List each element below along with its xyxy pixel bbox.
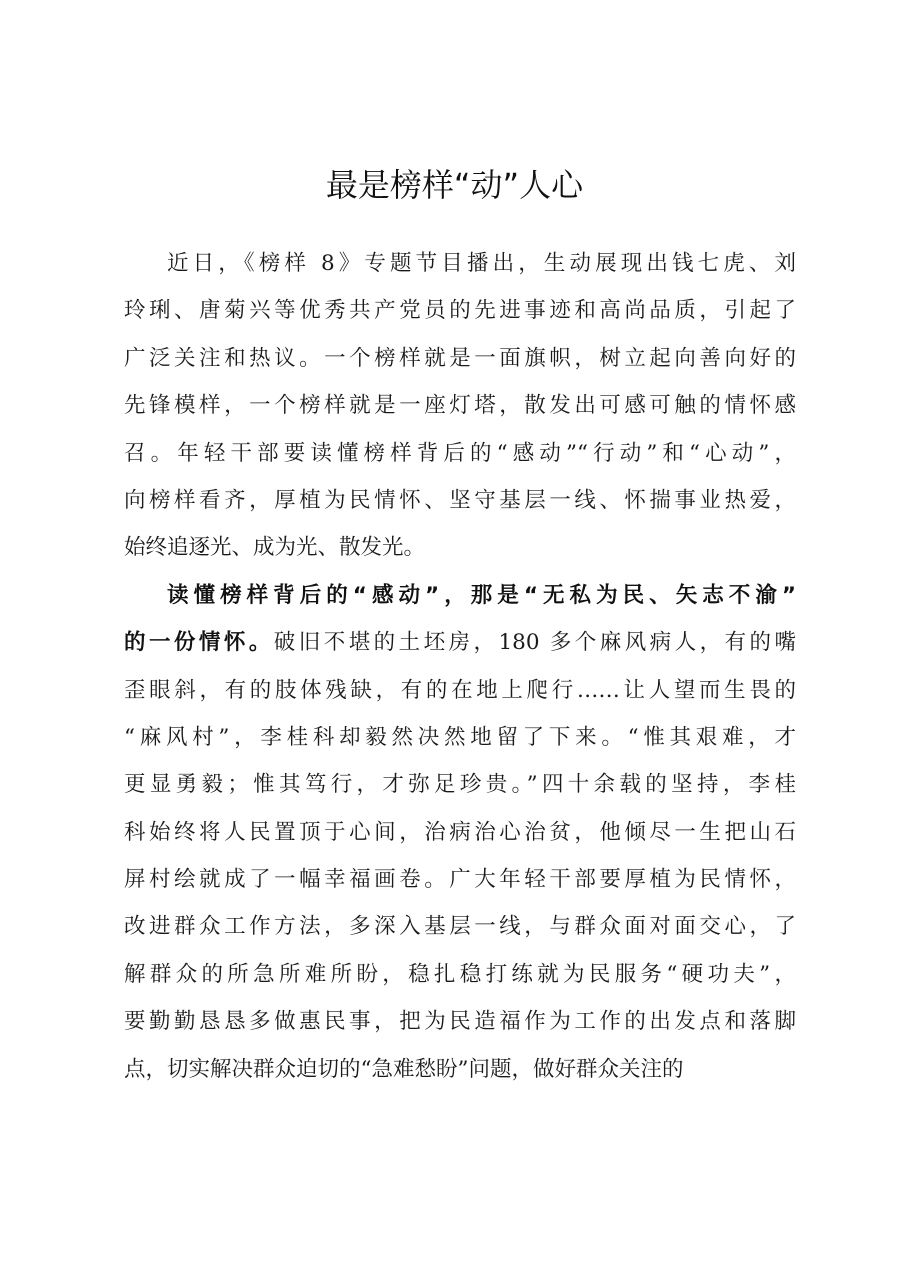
text-segment: 向榜样看齐，厚植为民情怀、坚守基层一线、怀揣事业热爱，	[124, 487, 796, 513]
text-segment: 广泛关注和热议。一个榜样就是一面旗帜，树立起向善向好的	[124, 345, 796, 371]
document-title: 最是榜样“动”人心	[325, 166, 584, 204]
text-segment: 科始终将人民置顶于心间，治病治心治贫，他倾尽一生把山石	[124, 819, 796, 845]
text-line	[124, 667, 796, 714]
paragraph	[124, 240, 796, 572]
text-segment: 近日，《榜样 8》专题节目播出，生动展现出钱七虎、刘	[167, 251, 796, 276]
text-line	[124, 240, 796, 287]
text-segment: 点，切实解决群众迫切的“急难愁盼”问题，做好群众关注的	[124, 1056, 684, 1082]
document-body	[124, 240, 796, 1093]
text-segment: 屏村绘就成了一幅幸福画卷。广大年轻干部要厚植为民情怀，	[124, 867, 796, 893]
text-segment: 破旧不堪的土坯房，180 多个麻风病人，有的嘴	[273, 630, 796, 656]
text-segment: 始终追逐光、成为光、散发光。	[124, 535, 426, 561]
text-segment: 歪眼斜，有的肢体残缺，有的在地上爬行……让人望而生畏的	[124, 677, 796, 703]
text-line	[124, 524, 796, 571]
paragraph	[124, 572, 796, 1093]
text-line	[124, 714, 796, 761]
text-segment: 召。年轻干部要读懂榜样背后的“感动”“行动”和“心动”，	[124, 440, 796, 466]
bold-text-segment: 的一份情怀。	[124, 630, 274, 656]
text-segment: 解群众的所急所难所盼，稳扎稳打练就为民服务“硬功夫”，	[124, 961, 796, 987]
text-line	[124, 477, 796, 524]
text-line	[124, 619, 796, 666]
text-segment: 要勤勤恳恳多做惠民事，把为民造福作为工作的出发点和落脚	[124, 1009, 796, 1035]
text-line	[124, 856, 796, 903]
text-line	[124, 903, 796, 950]
text-segment: 改进群众工作方法，多深入基层一线，与群众面对面交心，了	[124, 914, 796, 940]
text-line	[124, 761, 796, 808]
text-line	[124, 335, 796, 382]
bold-text-segment: 读懂榜样背后的“感动”，那是“无私为民、矢志不渝”	[167, 582, 796, 608]
text-line	[124, 998, 796, 1045]
text-line	[124, 382, 796, 429]
text-segment: “麻风村”，李桂科却毅然决然地留了下来。“惟其艰难，才	[124, 724, 796, 750]
text-line	[124, 809, 796, 856]
text-line	[124, 1046, 796, 1093]
text-segment: 更显勇毅；惟其笃行，才弥足珍贵。”四十余载的坚持，李桂	[124, 772, 796, 798]
text-line	[124, 430, 796, 477]
text-line	[124, 951, 796, 998]
text-line	[124, 287, 796, 334]
text-segment: 玲琍、唐菊兴等优秀共产党员的先进事迹和高尚品质，引起了	[124, 298, 796, 324]
text-line	[124, 572, 796, 619]
text-segment: 先锋模样，一个榜样就是一座灯塔，散发出可感可触的情怀感	[124, 393, 796, 419]
